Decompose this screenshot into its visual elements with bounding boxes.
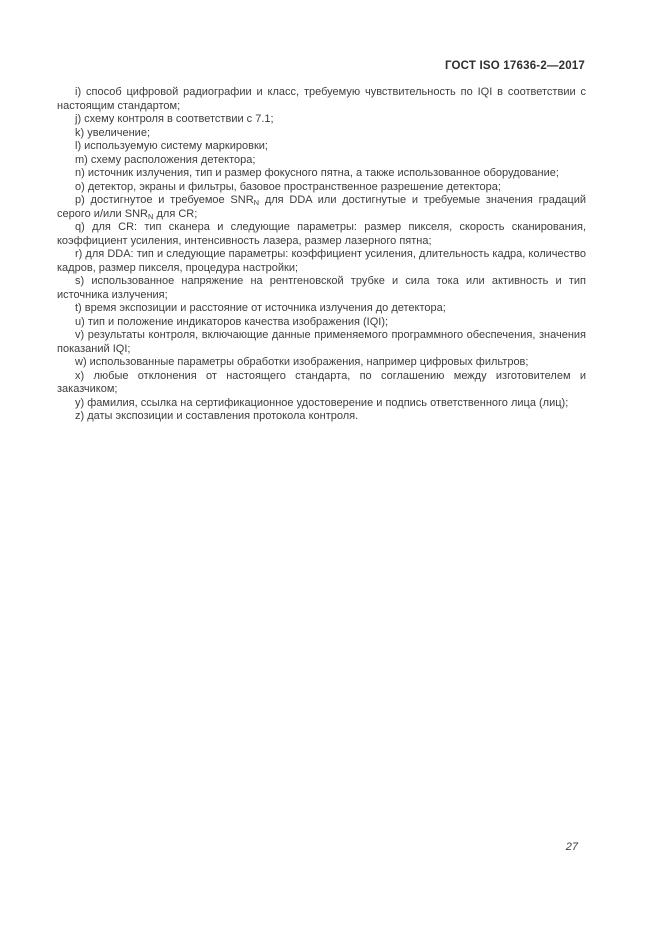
list-item-p — [57, 194, 586, 221]
list-item-j: j) схему контроля в соответствии с 7.1; — [75, 113, 274, 125]
snr-subscript: N — [148, 211, 154, 221]
snr-subscript: N — [253, 198, 260, 207]
list-item-y: y) фамилия, ссылка на сертификационное удостоверение и подпись ответственного лица (лиц); — [75, 396, 569, 409]
list-item-o: o) детектор, экраны и фильтры, базовое пространственное разрешение детектора; — [75, 180, 501, 193]
list-item-z: z) даты экспозиции и составления протокола контроля. — [75, 410, 359, 422]
list-item-x: x) любые отклонения от настоящего стандарта, по соглашению между изготовителем и заказчиком; — [57, 369, 586, 395]
list-item-l: l) используемую систему маркировки; — [75, 140, 268, 152]
list-item-v: v) результаты контроля, включающие данные применяемого программного обеспечения, значения показаний IQI; — [57, 329, 586, 355]
list-item-t: t) время экспозиции и расстояние от источника излучения до детектора; — [75, 302, 446, 314]
list-item-i: i) способ цифровой радиографии и класс, требуемую чувствительность по IQI в соответствии с настоящим стандартом; — [57, 86, 586, 112]
list-item-p-text: для DDA или достигнутые и требуемые значения градаций серого и/или SNR — [57, 194, 586, 220]
list-item-u: u) тип и положение индикаторов качества изображения (IQI); — [75, 315, 389, 328]
list-item-s: s) использованное напряжение на рентгеновской трубке и сила тока или активность и тип источника излучения; — [57, 275, 586, 301]
requirements-list — [57, 86, 586, 424]
document-header: ГОСТ ISO 17636-2—2017 — [444, 60, 585, 72]
list-item-m: m) схему расположения детектора; — [75, 153, 256, 166]
page-number: 27 — [565, 841, 578, 853]
list-item-r: r) для DDA: тип и следующие параметры: коэффициент усиления, длительность кадра, количество кадров, размер пикселя, процедура настройки; — [57, 248, 586, 274]
list-item-p-text: p) достигнутое и требуемое SNR — [75, 194, 254, 206]
list-item-w: w) использованные параметры обработки изображения, например цифровых фильтров; — [75, 356, 529, 368]
list-item-p-text: для CR; — [153, 207, 198, 220]
list-item-k: k) увеличение; — [75, 126, 150, 139]
list-item-n: n) источник излучения, тип и размер фокусного пятна, а также использованное оборудование; — [75, 167, 559, 179]
list-item-q: q) для CR: тип сканера и следующие параметры: размер пикселя, скорость сканирования, коэффициент усиления, интенсивность лазера, размер лазерного пятна; — [57, 221, 586, 247]
